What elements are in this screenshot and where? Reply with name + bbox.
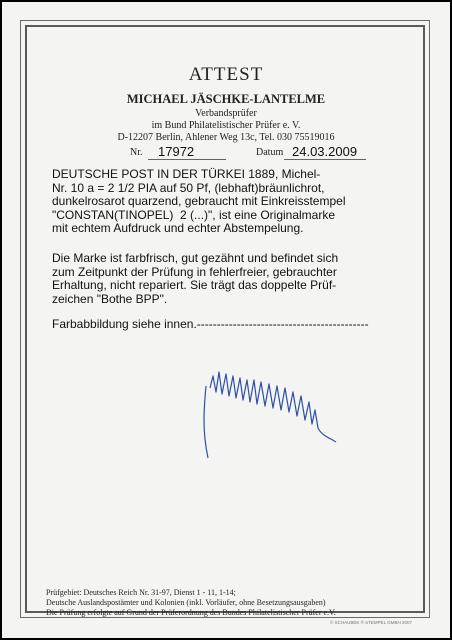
description-paragraph: DEUTSCHE POST IN DER TÜRKEI 1889, Michel- Nr. 10 a = 2 1/2 PIA auf 50 Pf, (lebhaft)bräunlichrot, dunkelrosarot quarzend, gebraucht mit Einkreisstempel "CONSTAN(TINOPEL) 2 (...)", ist eine Originalmarke mit echtem Aufdruck und echter Abstempelung. — [52, 167, 346, 235]
date-label: Datum — [256, 147, 284, 158]
printer-imprint: © SCHAUBEK ® STEMPEL GMBH 2007 — [330, 620, 412, 625]
examiner-address: D-12207 Berlin, Ahlener Weg 13c, Tel. 030 75519016 — [117, 132, 335, 143]
examiner-role: Verbandsprüfer — [195, 108, 257, 119]
number-underline — [148, 159, 226, 160]
certificate-number: 17972 — [158, 144, 195, 159]
footer-scope: Prüfgebiet: Deutsches Reich Nr. 31-97, Dienst 1 - 11, 1-14; — [46, 588, 236, 597]
number-label: Nr. — [130, 147, 143, 158]
examiner-association: im Bund Philatelistischer Prüfer e. V. — [151, 120, 301, 131]
certificate-date: 24.03.2009 — [292, 144, 358, 159]
certificate-title: ATTEST — [188, 64, 264, 85]
color-image-note: Farbabbildung siehe innen.------------------------------------------- — [52, 317, 369, 331]
footer-regulation: Die Prüfung erfolgte auf Grund der Prüferordnung des Bundes Philatelistischer Prüfer e.V. — [46, 608, 336, 617]
examiner-name: MICHAEL JÄSCHKE-LANTELME — [126, 92, 326, 106]
condition-paragraph: Die Marke ist farbfrisch, gut gezähnt und befindet sich zum Zeitpunkt der Prüfung in fehlerfreier, gebrauchter Erhaltung, nicht repariert. Sie trägt das doppelte Prüf- zeichen "Bothe BPP". — [52, 251, 339, 306]
examiner-signature — [180, 358, 420, 468]
footer-scope-detail: Deutsche Auslandspostämter und Kolonien (inkl. Vorläufer, ohne Besetzungsausgaben) — [46, 598, 326, 607]
date-underline — [284, 159, 366, 160]
